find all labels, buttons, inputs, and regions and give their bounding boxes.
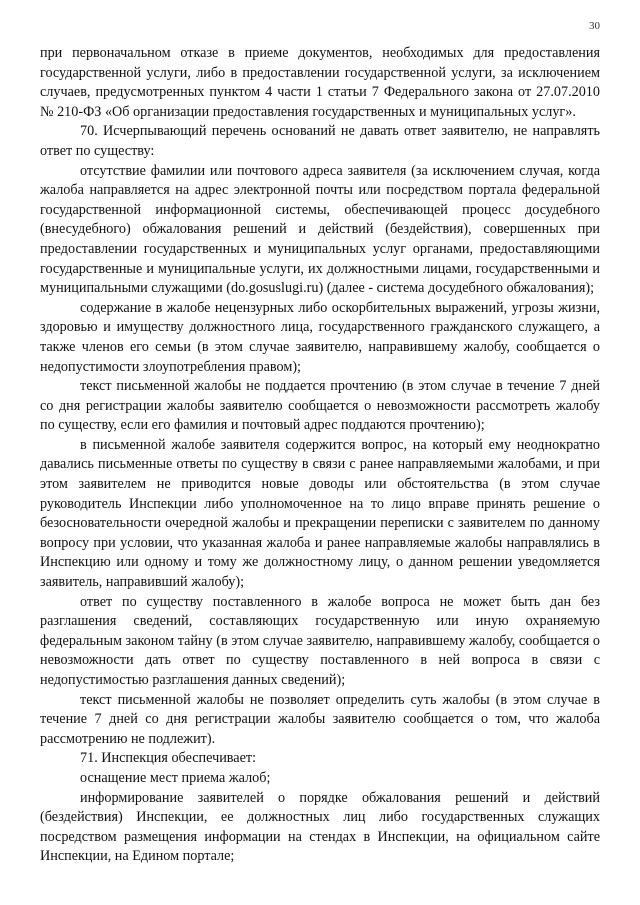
- paragraph: информирование заявителей о порядке обжалования решений и действий (бездействия) Инспекции, ее должностных лиц либо государственных служащих посредством размещения информации на стендах в Инспекции, на официальном сайте Инспекции, на Едином портале;: [40, 789, 600, 865]
- paragraph: 71. Инспекция обеспечивает:: [80, 750, 257, 767]
- paragraph: текст письменной жалобы не позволяет определить суть жалобы (в этом случае в течение 7 дней со дня регистрации жалобы заявителю сообщается о том, что жалоба рассмотрению не подлежит).: [40, 691, 600, 747]
- paragraph: при первоначальном отказе в приеме документов, необходимых для предоставления государственной услуги, либо в предоставлении государственной услуги, за исключением случаев, предусмотренных пунктом 4 части 1 статьи 7 Федерального закона от 27.07.2010 № 210-ФЗ «Об организации предоставления государственных и муниципальных услуг».: [40, 45, 600, 120]
- document-body: [40, 44, 600, 867]
- paragraph: ответ по существу поставленного в жалобе вопроса не может быть дан без разглашения сведений, составляющих государственную или иную охраняемую федеральным законом тайну (в этом случае заявителю, направившему жалобу, сообщается о невозможности дать ответ по существу поставленного в ней вопроса в связи с недопустимостью разглашения данных сведений);: [40, 593, 600, 688]
- paragraph: текст письменной жалобы не поддается прочтению (в этом случае в течение 7 дней со дня регистрации жалобы заявителю сообщается о невозможности рассмотреть жалобу по существу, если его фамилия и почтовый адрес поддаются прочтению);: [40, 378, 600, 434]
- page-number: 30: [589, 20, 600, 32]
- paragraph: оснащение мест приема жалоб;: [80, 769, 271, 786]
- paragraph: отсутствие фамилии или почтового адреса заявителя (за исключением случая, когда жалоба направляется на адрес электронной почты или посредством портала федеральной государственной информационной системы, обеспечивающей процесс досудебного (внесудебного) обжалования решений и действий (бездействия), совершенных при предоставлении государственных и муниципальных услуг органами, предоставляющими государственные и муниципальные услуги, их должностными лицами, государственными и муниципальными служащими (do.gosuslugi.ru) (далее - система досудебного обжалования);: [40, 162, 600, 297]
- paragraph: в письменной жалобе заявителя содержится вопрос, на который ему неоднократно давались письменные ответы по существу в связи с ранее направляемыми жалобами, и при этом заявителем не приводится новые доводы или обстоятельства (в этом случае руководитель Инспекции либо уполномоченное на то лицо вправе принять решение о безосновательности очередной жалобы и прекращении переписки с заявителем по данному вопросу при условии, что указанная жалоба и ранее направляемые жалобы направлялись в Инспекцию или одному и тому же должностному лицу, о данном решении уведомляется заявитель, направивший жалобу);: [40, 436, 600, 591]
- paragraph: содержание в жалобе нецензурных либо оскорбительных выражений, угрозы жизни, здоровью и имуществу должностного лица, государственного гражданского служащего, а также членов его семьи (в этом случае заявителю, направившему жалобу, сообщается о недопустимости злоупотребления правом);: [40, 299, 600, 375]
- paragraph: 70. Исчерпывающий перечень оснований не давать ответ заявителю, не направлять ответ по существу:: [40, 123, 600, 159]
